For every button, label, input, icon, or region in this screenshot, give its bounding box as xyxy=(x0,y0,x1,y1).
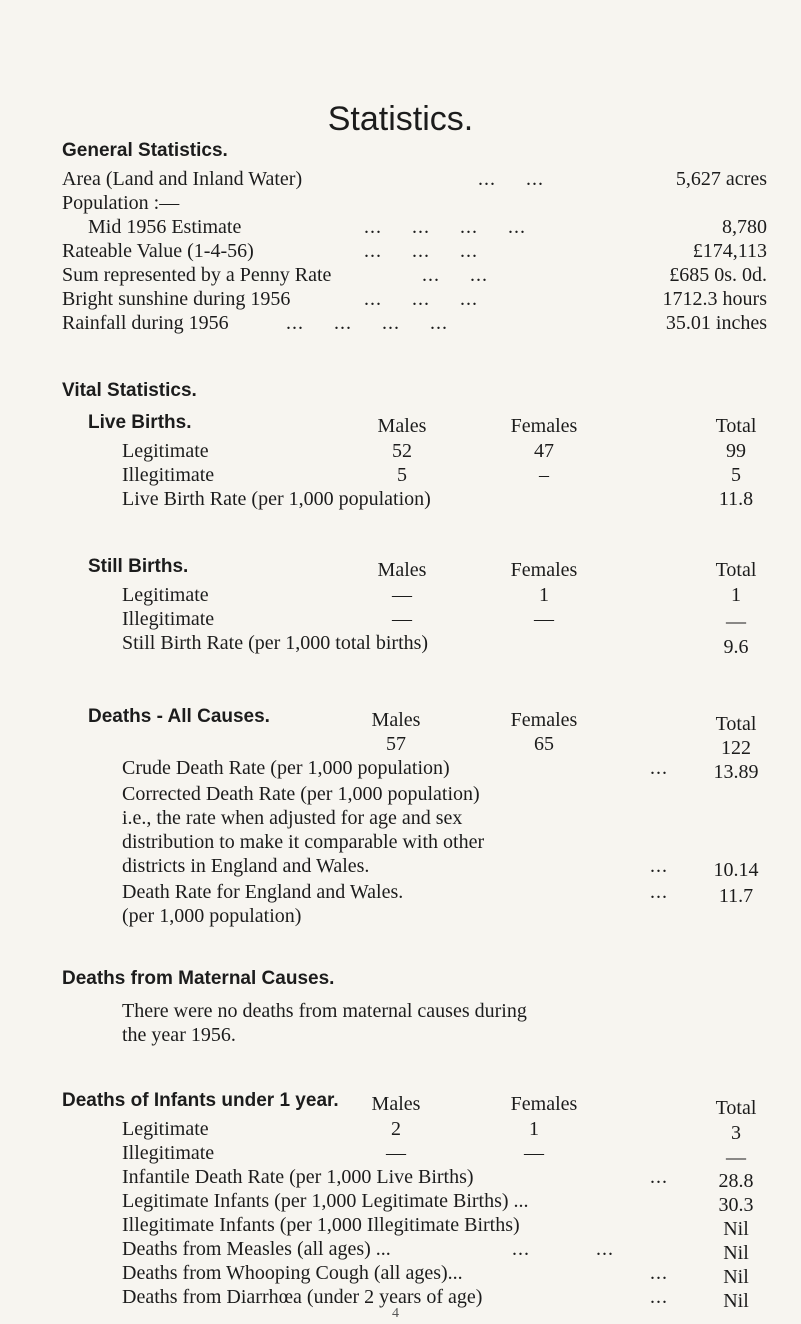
col-header-females: Females xyxy=(510,559,578,581)
diarrhoea-deaths-value: Nil xyxy=(723,1290,749,1312)
corrected-death-rate-line-3: distribution to make it comparable with other xyxy=(122,831,485,853)
still-legitimate-total: 1 xyxy=(731,584,741,606)
infant-illegitimate-males: — xyxy=(386,1142,406,1164)
col-header-females: Females xyxy=(510,1093,578,1115)
sunshine-label: Bright sunshine during 1956 xyxy=(62,288,291,310)
live-legitimate-label: Legitimate xyxy=(122,440,209,462)
rainfall-value: 35.01 inches xyxy=(665,312,767,334)
still-legitimate-males: — xyxy=(392,584,412,606)
leader-dots: ... xyxy=(650,881,668,903)
legitimate-infants-rate-value: 30.3 xyxy=(718,1194,754,1216)
whooping-cough-deaths-value: Nil xyxy=(723,1266,749,1288)
maternal-text-line-1: There were no deaths from maternal causes during xyxy=(122,1000,527,1022)
leader-dots: ... ... ... ... xyxy=(364,216,526,238)
sunshine-value: 1712.3 hours xyxy=(662,288,767,310)
still-illegitimate-males: — xyxy=(392,608,412,630)
measles-deaths-value: Nil xyxy=(723,1242,749,1264)
col-header-females: Females xyxy=(510,415,578,437)
general-statistics-heading: General Statistics. xyxy=(62,140,228,161)
crude-death-rate-label: Crude Death Rate (per 1,000 population) xyxy=(122,757,450,779)
leader-dots: ... ... ... ... xyxy=(286,312,448,334)
rateable-value-label: Rateable Value (1-4-56) xyxy=(62,240,254,262)
legitimate-infants-rate-label: Legitimate Infants (per 1,000 Legitimate Births) ... xyxy=(122,1190,529,1212)
leader-dots: ... xyxy=(650,1286,668,1308)
live-birth-rate-value: 11.8 xyxy=(718,488,754,510)
col-header-males: Males xyxy=(377,559,427,581)
mid-estimate-value: 8,780 xyxy=(722,216,767,238)
leader-dots: ... ... ... xyxy=(364,288,478,310)
col-header-total: Total xyxy=(715,1097,757,1119)
live-legitimate-males: 52 xyxy=(392,440,412,462)
col-header-males: Males xyxy=(371,709,421,731)
infant-legitimate-males: 2 xyxy=(391,1118,401,1140)
infant-legitimate-label: Legitimate xyxy=(122,1118,209,1140)
col-header-females: Females xyxy=(510,709,578,731)
measles-deaths-label: Deaths from Measles (all ages) ... xyxy=(122,1238,391,1260)
leader-dots: ... ... xyxy=(422,264,488,286)
infant-illegitimate-total: __ xyxy=(726,1140,746,1162)
col-header-males: Males xyxy=(377,415,427,437)
diarrhoea-deaths-label: Deaths from Diarrhœa (under 2 years of age) xyxy=(122,1286,483,1308)
live-legitimate-females: 47 xyxy=(534,440,554,462)
deaths-males: 57 xyxy=(386,733,406,755)
corrected-death-rate-value: 10.14 xyxy=(713,859,759,881)
still-birth-rate-label: Still Birth Rate (per 1,000 total births) xyxy=(122,632,429,654)
area-label: Area (Land and Inland Water) xyxy=(62,168,303,190)
page-number: 4 xyxy=(392,1306,399,1321)
infant-legitimate-females: 1 xyxy=(529,1118,539,1140)
infant-deaths-heading: Deaths of Infants under 1 year. xyxy=(62,1090,339,1111)
infantile-death-rate-value: 28.8 xyxy=(718,1170,754,1192)
leader-dots: ... xyxy=(650,1262,668,1284)
rateable-value: £174,113 xyxy=(692,240,767,262)
col-header-total: Total xyxy=(715,415,757,437)
whooping-cough-deaths-label: Deaths from Whooping Cough (all ages)... xyxy=(122,1262,463,1284)
population-label: Population :— xyxy=(62,192,180,214)
vital-statistics-heading: Vital Statistics. xyxy=(62,380,197,401)
live-birth-rate-label: Live Birth Rate (per 1,000 population) xyxy=(122,488,431,510)
live-illegitimate-label: Illegitimate xyxy=(122,464,215,486)
still-legitimate-label: Legitimate xyxy=(122,584,209,606)
leader-dots: ... ... xyxy=(512,1238,614,1260)
col-header-total: Total xyxy=(715,713,757,735)
live-legitimate-total: 99 xyxy=(726,440,746,462)
penny-rate-label: Sum represented by a Penny Rate xyxy=(62,264,332,286)
penny-rate-value: £685 0s. 0d. xyxy=(669,264,767,286)
deaths-all-causes-heading: Deaths - All Causes. xyxy=(88,706,270,727)
illegitimate-infants-rate-label: Illegitimate Infants (per 1,000 Illegitimate Births) xyxy=(122,1214,520,1236)
rainfall-label: Rainfall during 1956 xyxy=(62,312,229,334)
still-illegitimate-total: __ xyxy=(726,604,746,626)
maternal-causes-heading: Deaths from Maternal Causes. xyxy=(62,968,335,989)
deaths-total: 122 xyxy=(721,737,751,759)
leader-dots: ... xyxy=(650,855,668,877)
still-illegitimate-label: Illegitimate xyxy=(122,608,215,630)
maternal-text-line-2: the year 1956. xyxy=(122,1024,236,1046)
still-legitimate-females: 1 xyxy=(539,584,549,606)
live-illegitimate-females: – xyxy=(539,464,549,486)
area-value: 5,627 acres xyxy=(675,168,767,190)
corrected-death-rate-line-4: districts in England and Wales. xyxy=(122,855,370,877)
still-births-heading: Still Births. xyxy=(88,556,189,577)
leader-dots: ... ... ... xyxy=(364,240,478,262)
still-birth-rate-value: 9.6 xyxy=(723,636,749,658)
infant-illegitimate-label: Illegitimate xyxy=(122,1142,215,1164)
corrected-death-rate-line-1: Corrected Death Rate (per 1,000 population) xyxy=(122,783,480,805)
infant-legitimate-total: 3 xyxy=(731,1122,741,1144)
crude-death-rate-value: 13.89 xyxy=(713,761,759,783)
live-births-heading: Live Births. xyxy=(88,412,192,433)
mid-estimate-label: Mid 1956 Estimate xyxy=(88,216,242,238)
live-illegitimate-total: 5 xyxy=(731,464,741,486)
corrected-death-rate-line-2: i.e., the rate when adjusted for age and sex xyxy=(122,807,463,829)
england-wales-rate-line-2: (per 1,000 population) xyxy=(122,905,302,927)
still-illegitimate-females: — xyxy=(534,608,554,630)
illegitimate-infants-rate-value: Nil xyxy=(723,1218,749,1240)
infant-illegitimate-females: — xyxy=(524,1142,544,1164)
col-header-total: Total xyxy=(715,559,757,581)
infantile-death-rate-label: Infantile Death Rate (per 1,000 Live Births) xyxy=(122,1166,474,1188)
leader-dots: ... xyxy=(650,757,668,779)
deaths-females: 65 xyxy=(534,733,554,755)
live-illegitimate-males: 5 xyxy=(397,464,407,486)
col-header-males: Males xyxy=(371,1093,421,1115)
page-title: Statistics. xyxy=(327,100,474,138)
leader-dots: ... xyxy=(650,1166,668,1188)
leader-dots: ... ... xyxy=(478,168,544,190)
england-wales-rate-line-1: Death Rate for England and Wales. xyxy=(122,881,404,903)
england-wales-rate-value: 11.7 xyxy=(718,885,754,907)
